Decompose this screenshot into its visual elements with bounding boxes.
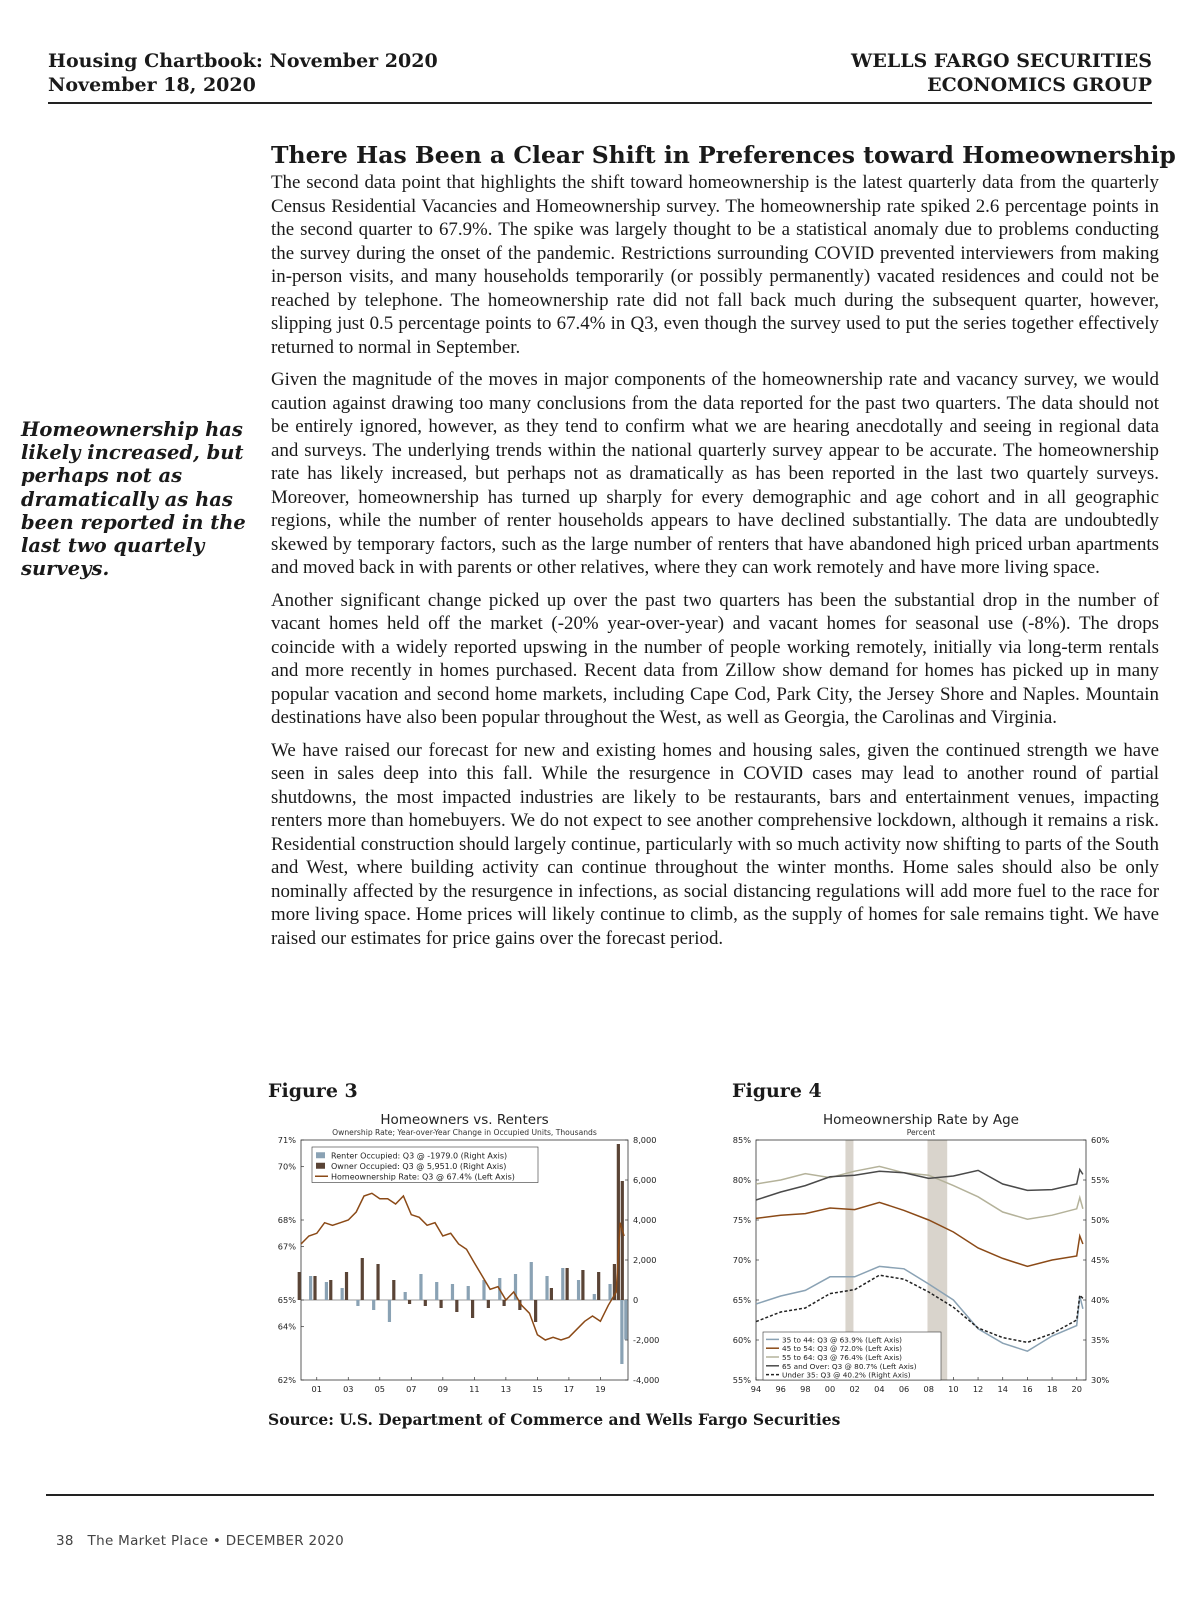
- x-axis-tick-label: 14: [997, 1384, 1008, 1394]
- bar-owner-occupied: [376, 1264, 379, 1300]
- figure-3-chart: [268, 1110, 708, 1410]
- x-axis-tick-label: 12: [972, 1384, 984, 1394]
- right-axis-tick-label: 45%: [1091, 1255, 1110, 1265]
- x-axis-tick-label: 96: [775, 1384, 786, 1394]
- right-axis-tick-label: -2,000: [633, 1335, 660, 1345]
- left-axis-tick-label: 68%: [277, 1215, 296, 1225]
- bar-owner-occupied: [534, 1300, 537, 1322]
- publisher-name: WELLS FARGO SECURITIES: [851, 50, 1152, 72]
- left-axis-tick-label: 55%: [732, 1375, 751, 1385]
- bar-renter-occupied: [593, 1294, 596, 1300]
- left-axis-tick-label: 65%: [277, 1295, 296, 1305]
- report-title: Housing Chartbook: November 2020: [48, 50, 438, 72]
- legend-label: 55 to 64: Q3 @ 76.4% (Left Axis): [782, 1353, 903, 1362]
- x-axis-tick-label: 94: [750, 1384, 762, 1394]
- page-footer: 38 The Market Place • DECEMBER 2020: [56, 1533, 345, 1549]
- bar-owner-occupied: [298, 1272, 301, 1300]
- bar-owner-occupied: [487, 1300, 490, 1308]
- legend-swatch: [316, 1152, 325, 1158]
- figure-4-chart: [732, 1110, 1158, 1410]
- bar-owner-occupied: [503, 1300, 506, 1306]
- bar-renter-occupied: [608, 1284, 611, 1300]
- bar-renter-occupied: [545, 1276, 548, 1300]
- bar-renter-occupied: [419, 1274, 422, 1300]
- x-axis-tick-label: 01: [311, 1384, 322, 1394]
- right-axis-tick-label: 4,000: [633, 1215, 657, 1225]
- bar-renter-occupied: [577, 1280, 580, 1300]
- bar-renter-occupied: [372, 1300, 375, 1310]
- right-axis-tick-label: 2,000: [633, 1255, 657, 1265]
- bar-renter-occupied: [325, 1282, 328, 1300]
- figure-4-label: Figure 4: [732, 1080, 822, 1102]
- right-axis-tick-label: -4,000: [633, 1375, 660, 1385]
- x-axis-tick-label: 05: [374, 1384, 386, 1394]
- report-header-left: [48, 49, 438, 97]
- section-title: There Has Been a Clear Shift in Preferences toward Homeownership: [271, 141, 1176, 169]
- x-axis-tick-label: 16: [1022, 1384, 1033, 1394]
- bar-owner-occupied: [621, 1181, 624, 1300]
- left-axis-tick-label: 65%: [732, 1295, 751, 1305]
- right-axis-tick-label: 40%: [1091, 1295, 1110, 1305]
- footer-divider: [46, 1494, 1154, 1496]
- chart-subtitle: Percent: [906, 1128, 936, 1137]
- x-axis-tick-label: 02: [849, 1384, 860, 1394]
- x-axis-tick-label: 98: [800, 1384, 811, 1394]
- header-divider: [48, 102, 1152, 104]
- bar-renter-occupied: [451, 1284, 454, 1300]
- body-paragraph: We have raised our forecast for new and existing homes and housing sales, given the continued strength we have seen in sales deep into this fall. While the resurgence in COVID cases may lead to another round of partial shutdowns, the most impacted industries are likely to be restaurants, bars and entertainment venues, impacting renters more than homebuyers. We do not expect to see another comprehensive lockdown, although it remains a risk. Residential construction should largely continue, particularly with so much activity now shifting to parts of the South and West, where building activity can continue throughout the winter months. Home sales should also be only nominally affected by the resurgence in infections, as social distancing regulations will add more fuel to the race for more living space. Home prices will likely continue to climb, as the supply of homes for sale remains tight. We have raised our estimates for price gains over the forecast period.: [271, 739, 1159, 949]
- left-axis-tick-label: 85%: [732, 1135, 751, 1145]
- bar-owner-occupied: [455, 1300, 458, 1312]
- series-line-55-to-64: [756, 1166, 1083, 1219]
- bar-owner-occupied: [566, 1268, 569, 1300]
- left-axis-tick-label: 70%: [732, 1255, 751, 1265]
- legend-label: 45 to 54: Q3 @ 72.0% (Left Axis): [782, 1344, 903, 1354]
- x-axis-tick-label: 13: [500, 1384, 512, 1394]
- figures-source-note: Source: U.S. Department of Commerce and Wells Fargo Securities: [268, 1410, 841, 1429]
- right-axis-tick-label: 30%: [1091, 1375, 1110, 1385]
- bar-renter-occupied: [356, 1300, 359, 1306]
- legend-label: Under 35: Q3 @ 40.2% (Right Axis): [782, 1370, 911, 1380]
- right-axis-tick-label: 50%: [1091, 1215, 1110, 1225]
- bar-owner-occupied: [550, 1288, 553, 1300]
- bar-owner-occupied: [361, 1258, 364, 1300]
- bar-owner-occupied: [392, 1280, 395, 1300]
- bar-renter-occupied: [561, 1268, 564, 1300]
- legend-label: 65 and Over: Q3 @ 80.7% (Left Axis): [782, 1361, 917, 1371]
- right-axis-tick-label: 35%: [1091, 1335, 1110, 1345]
- bar-renter-occupied: [309, 1276, 312, 1300]
- report-date: November 18, 2020: [48, 74, 256, 96]
- bar-owner-occupied: [329, 1280, 332, 1300]
- bar-owner-occupied: [408, 1300, 411, 1304]
- publisher-group: ECONOMICS GROUP: [927, 74, 1152, 96]
- left-axis-tick-label: 80%: [732, 1175, 751, 1185]
- right-axis-tick-label: 6,000: [633, 1175, 657, 1185]
- x-axis-tick-label: 19: [595, 1384, 606, 1394]
- x-axis-tick-label: 18: [1046, 1384, 1058, 1394]
- x-axis-tick-label: 10: [948, 1384, 959, 1394]
- body-paragraph: Given the magnitude of the moves in major components of the homeownership rate and vacancy survey, we would caution against drawing too many conclusions from the data reported for the past two quarters. The data should not be entirely ignored, however, as they tend to confirm what we are hearing anecdotally and seeing in regional data and surveys. The underlying trends within the national quarterly survey appear to be accurate. The homeownership rate has likely increased, but perhaps not as dramatically as has been reported in the last two quartely surveys. Moreover, homeownership has turned up sharply for every demographic and age cohort and in all geographic regions, while the number of renter households appears to have declined substantially. The data are undoubtedly skewed by temporary factors, such as the large number of renters that have abandoned high priced urban apartments and moved back in with parents or other relatives, where they can work remotely and have more living space.: [271, 369, 1159, 578]
- chart-title: Homeownership Rate by Age: [823, 1112, 1019, 1128]
- report-header-right: [851, 49, 1152, 97]
- legend-label: Homeownership Rate: Q3 @ 67.4% (Left Axis): [331, 1172, 515, 1182]
- left-axis-tick-label: 70%: [277, 1161, 296, 1172]
- x-axis-tick-label: 15: [532, 1384, 543, 1394]
- bar-renter-occupied: [530, 1262, 533, 1300]
- chart-title: Homeowners vs. Renters: [380, 1112, 549, 1128]
- x-axis-tick-label: 08: [923, 1384, 934, 1394]
- sidebar-pull-quote: Homeownership has likely increased, but perhaps not as dramatically as has been reported in the last two quartely surveys.: [21, 418, 246, 581]
- bar-owner-occupied: [313, 1276, 316, 1300]
- legend-label: 35 to 44: Q3 @ 63.9% (Left Axis): [782, 1335, 903, 1345]
- legend-label: Owner Occupied: Q3 @ 5,951.0 (Right Axis): [331, 1161, 507, 1171]
- body-paragraph: Another significant change picked up over the past two quarters has been the substantial drop in the number of vacant homes held off the market (-20% year-over-year) and vacant homes for seasonal use (-8%). The drops coincide with a widely reported upswing in the number of people working remotely, initially via long-term rentals and more recently in homes purchased. Recent data from Zillow show demand for homes has picked up in many popular vacation and second home markets, including Cape Cod, Park City, the Jersey Shore and Naples. Mountain destinations have also been popular throughout the West, as well as Georgia, the Carolinas and Virginia.: [271, 589, 1159, 728]
- x-axis-tick-label: 00: [824, 1384, 836, 1394]
- x-axis-tick-label: 20: [1071, 1384, 1082, 1394]
- figure-3-label: Figure 3: [268, 1080, 358, 1102]
- x-axis-tick-label: 09: [437, 1384, 449, 1394]
- x-axis-tick-label: 07: [406, 1384, 417, 1394]
- x-axis-tick-label: 17: [563, 1384, 575, 1394]
- bar-owner-occupied: [581, 1270, 584, 1300]
- bar-renter-occupied: [388, 1300, 391, 1322]
- body-paragraph: The second data point that highlights the shift toward homeownership is the latest quarterly data from the quarterly Census Residential Vacancies and Homeownership survey. The homeownership rate spiked 2.6 percentage points in the second quarter to 67.9%. The spike was largely thought to be a statistical anomaly due to problems conducting the survey during the onset of the pandemic. Restrictions surrounding COVID prevented interviewers from making in-person visits, and many households temporarily (or possibly permanently) vacated residences and could not be reached by telephone. The homeownership rate did not fall back much during the subsequent quarter, however, slipping just 0.5 percentage points to 67.4% in Q3, even though the survey used to put the series together effectively returned to normal in September.: [271, 172, 1159, 358]
- bar-owner-occupied: [471, 1300, 474, 1318]
- legend-swatch: [316, 1163, 325, 1169]
- right-axis-tick-label: 0: [633, 1295, 639, 1305]
- series-line-homeownership-rate: [301, 1193, 624, 1340]
- left-axis-tick-label: 75%: [732, 1215, 751, 1225]
- article-body: [271, 171, 1159, 959]
- bar-renter-occupied: [341, 1288, 344, 1300]
- bar-renter-occupied: [467, 1286, 470, 1300]
- legend-label: Renter Occupied: Q3 @ -1979.0 (Right Axis): [331, 1151, 508, 1161]
- left-axis-tick-label: 62%: [277, 1375, 296, 1385]
- left-axis-tick-label: 67%: [277, 1241, 296, 1252]
- left-axis-tick-label: 64%: [277, 1321, 296, 1332]
- right-axis-tick-label: 60%: [1091, 1135, 1110, 1145]
- x-axis-tick-label: 11: [469, 1384, 480, 1394]
- bar-renter-occupied: [435, 1282, 438, 1300]
- series-line-45-to-54: [756, 1202, 1083, 1266]
- bar-renter-occupied: [404, 1292, 407, 1300]
- right-axis-tick-label: 55%: [1091, 1175, 1110, 1185]
- bar-renter-occupied: [620, 1300, 623, 1364]
- left-axis-tick-label: 60%: [732, 1335, 751, 1345]
- x-axis-tick-label: 06: [898, 1384, 910, 1394]
- left-axis-tick-label: 71%: [277, 1135, 296, 1145]
- x-axis-tick-label: 04: [874, 1384, 885, 1394]
- bar-owner-occupied: [439, 1300, 442, 1308]
- bar-owner-occupied: [597, 1272, 600, 1300]
- right-axis-tick-label: 8,000: [633, 1135, 657, 1145]
- x-axis-tick-label: 03: [343, 1384, 354, 1394]
- chart-subtitle: Ownership Rate; Year-over-Year Change in Occupied Units, Thousands: [332, 1128, 597, 1137]
- bar-owner-occupied: [345, 1272, 348, 1300]
- bar-renter-occupied: [482, 1280, 485, 1300]
- bar-owner-occupied: [424, 1300, 427, 1306]
- bar-renter-occupied: [624, 1300, 627, 1340]
